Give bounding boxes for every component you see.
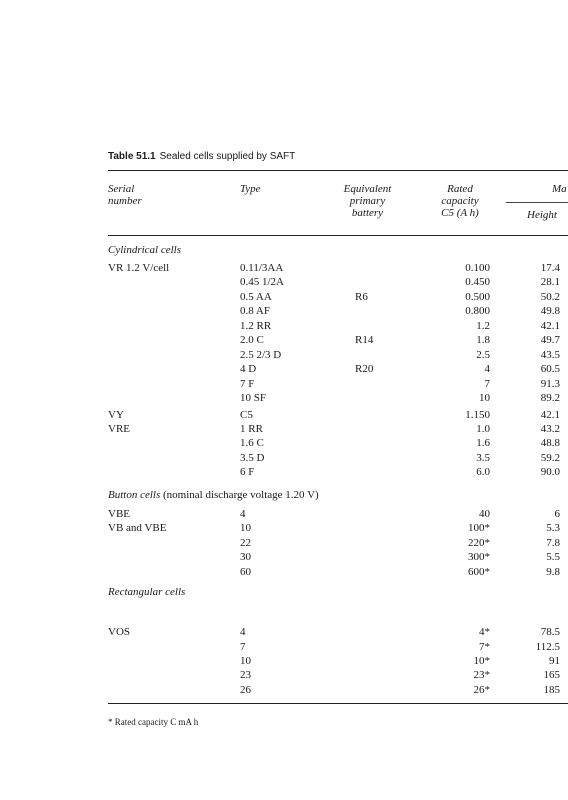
cell-equiv: R14 [355,334,374,346]
cell-rated: 2.5 [476,349,490,361]
cell-rated: 23* [473,669,490,681]
cell-rated: 600* [468,566,490,578]
header-type: Type [240,183,261,195]
cell-height: 91 [549,655,560,667]
cell-height: 112.5 [535,641,560,653]
cell-height: 28.1 [540,276,560,288]
cell-height: 5.3 [546,522,560,534]
cell-rated: 0.450 [465,276,490,288]
cell-type: 3.5 D [240,452,265,464]
table-top-rule [108,170,568,171]
cell-type: 0.11/3AA [240,262,284,274]
section-button-cells-note: (nominal discharge voltage 1.20 V) [163,489,319,501]
cell-height: 7.8 [546,537,560,549]
cell-rated: 0.100 [465,262,490,274]
table-caption [108,151,295,162]
cell-rated: 10 [479,392,490,404]
cell-type: 7 F [240,378,255,390]
cell-type: 0.45 1/2A [240,276,284,288]
cell-height: 43.2 [540,423,560,435]
header-max-dimensions-partial: Ma [552,183,567,195]
cell-type: 22 [240,537,251,549]
cell-rated: 1.8 [476,334,490,346]
cell-height: 60.5 [540,363,560,375]
cell-rated: 1.0 [476,423,490,435]
cell-type: 10 SF [240,392,266,404]
cell-type: 1.2 RR [240,320,272,332]
table-title: Sealed cells supplied by SAFT [159,151,296,162]
header-height: Height [527,209,557,221]
cell-type: 1.6 C [240,437,264,449]
cell-type: 7 [240,641,246,653]
section-rectangular-cells: Rectangular cells [108,586,186,598]
cell-height: 42.1 [540,409,560,421]
cell-type: 6 F [240,466,255,478]
cell-equiv: R20 [355,363,374,375]
header-rated-capacity: Rated capacity C5 (A h) [441,183,479,219]
cell-rated: 220* [468,537,490,549]
cell-type: 4 D [240,363,257,375]
cell-height: 50.2 [540,291,560,303]
cell-type: 4 [240,508,246,520]
cell-rated: 0.500 [465,291,490,303]
cell-rated: 7* [479,641,490,653]
cell-type: 0.8 AF [240,305,270,317]
cell-serial: VY [108,409,124,421]
cell-type: C5 [240,409,253,421]
section-button-cells-title: Button cells [108,489,161,501]
cell-rated: 4 [484,363,490,375]
cell-height: 49.7 [540,334,560,346]
cell-height: 59.2 [540,452,560,464]
cell-type: 30 [240,551,251,563]
section-button-cells [108,489,319,501]
table-number: Table 51.1 [108,151,156,162]
cell-rated: 40 [479,508,490,520]
cell-height: 6 [554,508,560,520]
cell-rated: 1.6 [476,437,490,449]
cell-equiv: R6 [355,291,368,303]
cell-height: 90.0 [540,466,560,478]
cell-serial: VBE [108,508,130,520]
cell-serial: VOS [108,626,131,638]
cell-type: 26 [240,684,251,696]
cell-type: 2.5 2/3 D [240,349,282,361]
cell-rated: 300* [468,551,490,563]
cell-type: 23 [240,669,251,681]
cell-height: 42.1 [540,320,560,332]
cell-serial: VRE [108,423,130,435]
cell-height: 17.4 [540,262,560,274]
cell-rated: 100* [468,522,490,534]
cell-height: 165 [543,669,560,681]
cell-serial: VB and VBE [108,522,167,534]
cell-type: 2.0 C [240,334,264,346]
cell-height: 9.8 [546,566,560,578]
cell-height: 185 [543,684,560,696]
cell-rated: 1.2 [476,320,490,332]
cell-type: 1 RR [240,423,263,435]
cell-height: 48.8 [540,437,560,449]
cell-type: 10 [240,655,251,667]
header-equivalent-primary-battery: Equivalent primary battery [343,183,392,219]
cell-height: 5.5 [546,551,560,563]
cell-rated: 26* [473,684,490,696]
cell-rated: 6.0 [476,466,490,478]
table-bottom-rule [108,703,568,704]
cell-type: 4 [240,626,246,638]
header-subrule [506,202,568,203]
footnote: * Rated capacity C mA h [108,717,199,727]
cell-type: 60 [240,566,251,578]
cell-rated: 1.150 [465,409,490,421]
cell-height: 43.5 [540,349,560,361]
cell-height: 49.8 [540,305,560,317]
header-bottom-rule [108,235,568,236]
cell-height: 91.3 [540,378,560,390]
cell-height: 89.2 [540,392,560,404]
header-serial-number: Serial number [108,183,142,207]
cell-rated: 10* [473,655,490,667]
cell-rated: 4* [479,626,490,638]
cell-serial: VR 1.2 V/cell [108,262,170,274]
cell-rated: 7 [484,378,490,390]
cell-type: 0.5 AA [240,291,272,303]
cell-type: 10 [240,522,251,534]
cell-height: 78.5 [540,626,560,638]
section-cylindrical-cells: Cylindrical cells [108,244,182,256]
cell-rated: 3.5 [476,452,490,464]
cell-rated: 0.800 [465,305,490,317]
